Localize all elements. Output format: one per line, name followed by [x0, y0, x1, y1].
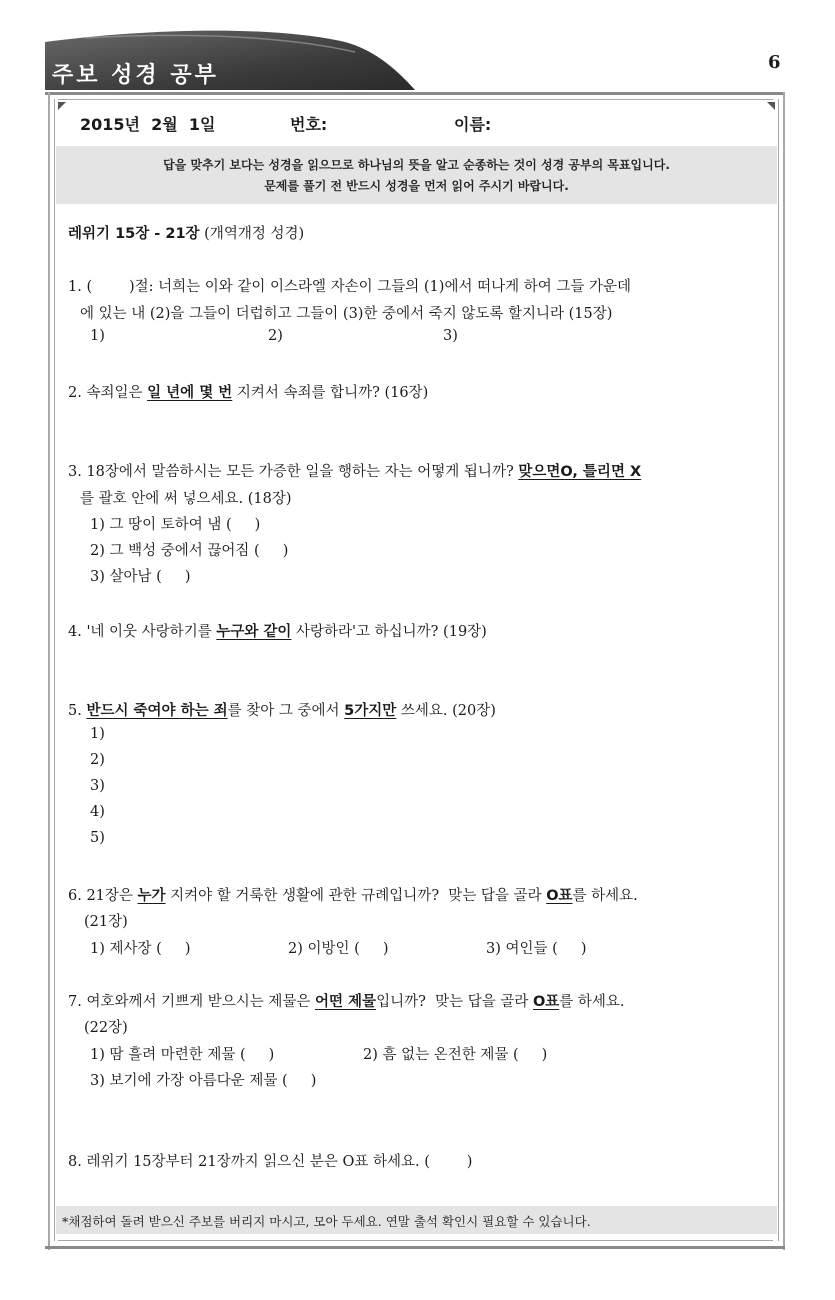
info-row: [76, 112, 776, 142]
top-frame-line-inner: [58, 99, 773, 100]
q3-option-3: 3) 살아남 ( ): [90, 569, 191, 585]
q5-answer-3: 3): [90, 778, 105, 794]
q1-answer-3: 3): [443, 328, 458, 344]
subject-title: 레위기 15장 - 21장: [68, 226, 200, 242]
q7-text-mid: 입니까? 맞는 답을 골라: [376, 994, 533, 1010]
q7-text-pre: 7. 여호와께서 기쁘게 받으시는 제물은: [68, 994, 315, 1010]
q1-answer-1: 1): [90, 328, 105, 344]
q6-line-2: (21장): [84, 914, 128, 930]
q5-text-pre: 5.: [68, 703, 87, 719]
q4-line: [68, 620, 487, 641]
left-frame-line-inner: [54, 99, 55, 1241]
q7-option-2: 2) 흠 없는 온전한 제물 ( ): [363, 1047, 548, 1063]
q1-line-2: 에 있는 내 (2)을 그들이 더럽히고 그들이 (3)한 중에서 죽지 않도록 할지니라 (15장): [80, 306, 613, 322]
q6-text-post: 를 하세요.: [572, 888, 638, 904]
date-label: 2015년 2월 1일: [80, 115, 216, 134]
q1-answer-2: 2): [268, 328, 283, 344]
q6-option-3: 3) 여인들 ( ): [486, 941, 587, 957]
q5-text-mid: 를 찾아 그 중에서: [227, 703, 345, 719]
q7-option-1: 1) 땀 흘려 마련한 제물 ( ): [90, 1047, 275, 1063]
footer-text: *채점하여 돌려 받으신 주보를 버리지 마시고, 모아 두세요. 연말 출석 확인시 필요할 수 있습니다.: [62, 1214, 591, 1229]
q2-line: [68, 381, 428, 402]
q6-text-mid: 지켜야 할 거룩한 생활에 관한 규례입니까? 맞는 답을 골라: [165, 888, 547, 904]
q7-line-1: [68, 990, 625, 1011]
corner-marker-left: [58, 102, 66, 110]
corner-marker-right: [767, 102, 775, 110]
q5-answer-1: 1): [90, 726, 105, 742]
bottom-frame-line-inner: [58, 1240, 773, 1241]
notice-line-1: 답을 맞추기 보다는 성경을 읽으므로 하나님의 뜻을 알고 순종하는 것이 성경 공부의 목표입니다.: [163, 158, 670, 172]
page-number: 6: [768, 52, 781, 73]
q6-line-1: [68, 884, 638, 905]
q3-option-2: 2) 그 백성 중에서 끊어짐 ( ): [90, 543, 289, 559]
q7-highlight-2: O표: [532, 994, 560, 1010]
bottom-frame-line: [45, 1246, 785, 1249]
right-frame-line: [783, 92, 785, 1250]
q5-text-post: 쓰세요. (20장): [396, 703, 496, 719]
q5-highlight-2: 5가지만: [344, 703, 397, 719]
q5-highlight-1: 반드시 죽여야 하는 죄: [86, 703, 228, 719]
header-title: 주보 성경 공부: [52, 63, 219, 88]
q2-text-post: 지켜서 속죄를 합니까? (16장): [232, 385, 429, 401]
name-label: 이름:: [454, 115, 492, 134]
q3-option-1: 1) 그 땅이 토하여 냄 ( ): [90, 517, 261, 533]
subject-version: (개역개정 성경): [204, 226, 305, 242]
top-frame-line: [45, 92, 785, 95]
subject-line: [68, 222, 304, 243]
q4-highlight: 누구와 같이: [216, 624, 292, 640]
number-label: 번호:: [290, 115, 328, 134]
notice-line-2: 문제를 풀기 전 반드시 성경을 먼저 읽어 주시기 바랍니다.: [264, 179, 569, 193]
q2-highlight: 일 년에 몇 번: [147, 385, 233, 401]
q6-text-pre: 6. 21장은: [68, 888, 138, 904]
q3-line-2: 를 괄호 안에 써 넣으세요. (18장): [80, 491, 292, 507]
q2-text-pre: 2. 속죄일은: [68, 385, 148, 401]
q5-line: [68, 699, 496, 720]
q4-text-pre: 4. '네 이웃 사랑하기를: [68, 624, 217, 640]
q3-highlight: 맞으면O, 틀리면 X: [518, 464, 642, 480]
footer-notice: [56, 1206, 777, 1234]
q8-line: 8. 레위기 15장부터 21장까지 읽으신 분은 O표 하세요. ( ): [68, 1154, 473, 1170]
q7-text-post: 를 하세요.: [559, 994, 625, 1010]
right-frame-line-inner: [778, 99, 779, 1241]
q3-line-1: [68, 460, 641, 481]
q6-option-2: 2) 이방인 ( ): [288, 941, 389, 957]
q6-option-1: 1) 제사장 ( ): [90, 941, 191, 957]
q6-highlight-2: O표: [546, 888, 573, 904]
q6-highlight-1: 누가: [137, 888, 166, 904]
q7-highlight-1: 어떤 제물: [314, 994, 377, 1010]
q5-answer-4: 4): [90, 804, 105, 820]
q7-line-2: (22장): [84, 1020, 128, 1036]
q5-answer-2: 2): [90, 752, 105, 768]
notice-box: [56, 146, 777, 204]
q5-answer-5: 5): [90, 830, 105, 846]
q7-option-3: 3) 보기에 가장 아름다운 제물 ( ): [90, 1073, 317, 1089]
q4-text-post: 사랑하라'고 하십니까? (19장): [291, 624, 487, 640]
left-frame-line: [48, 92, 50, 1250]
q1-line-1: 1. ( )절: 너희는 이와 같이 이스라엘 자손이 그들의 (1)에서 떠나게 하여 그들 가운데: [68, 279, 631, 295]
q3-text-pre: 3. 18장에서 말씀하시는 모든 가증한 일을 행하는 자는 어떻게 됩니까?: [68, 464, 519, 480]
